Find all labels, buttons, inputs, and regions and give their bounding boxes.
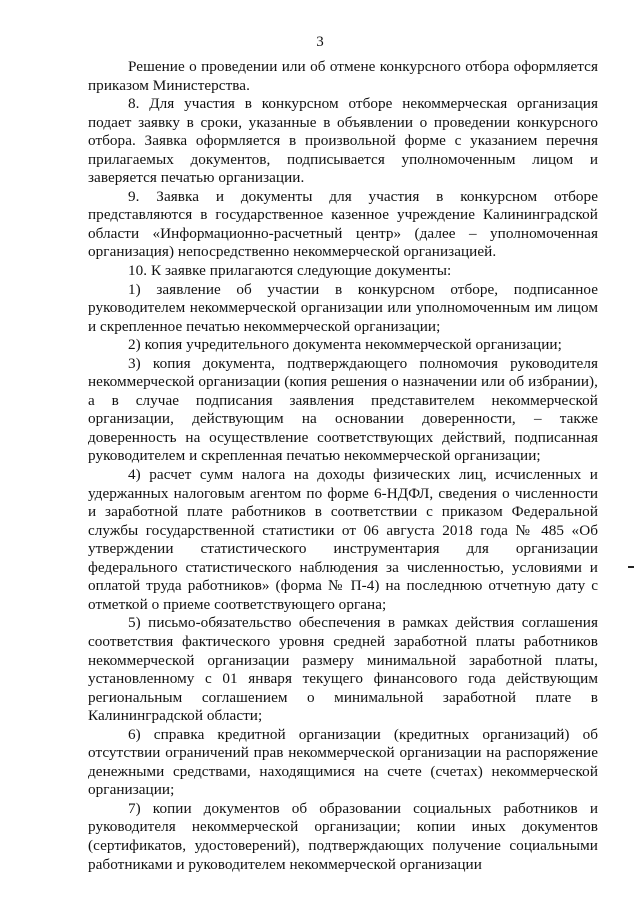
list-item-6-bank-certificate: 6) справка кредитной организации (кредитных организаций) об отсутствии ограничений прав некоммерческой организации на распоряжение денежными средствами, находящимися на счете (счетах) некоммерческой организации; — [88, 725, 598, 799]
list-item-2-charter-copy: 2) копия учредительного документа некоммерческой организации; — [128, 336, 562, 354]
paragraph-9-submission: 9. Заявка и документы для участия в конкурсном отборе представляются в государственное казенное учреждение Калининградской области «Информационно-расчетный центр» (далее – уполномоченная организация) непосредственно некоммерческой организацией. — [88, 187, 598, 261]
list-item-3-authority-copy: 3) копия документа, подтверждающего полномочия руководителя некоммерческой организации (копия решения о назначении или об избрании), а в случае подписания заявления представителем некоммерческой организации, действующим на основании доверенности, – также доверенность на осуществление соответствующих действий, подписанная руководителем и скрепленная печатью некоммерческой организации; — [88, 354, 598, 465]
list-item-7-education-copies: 7) копии документов об образовании социальных работников и руководителя некоммерческой организации; копии иных документов (сертификатов, удостоверений), подтверждающих получение социальными работниками и руководителем некоммерческой организации — [88, 799, 598, 873]
page-number: 3 — [316, 34, 324, 50]
scan-edge-mark — [628, 566, 634, 568]
paragraph-10-documents-list: 10. К заявке прилагаются следующие документы: — [128, 262, 452, 280]
paragraph-decision-order: Решение о проведении или об отмене конкурсного отбора оформляется приказом Министерства. — [88, 58, 598, 94]
paragraph-8-application: 8. Для участия в конкурсном отборе некоммерческая организация подает заявку в сроки, указанные в объявлении о проведении конкурсного отбора. Заявка оформляется в произвольной форме с указанием перечня прилагаемых документов, подписывается уполномоченным лицом и заверяется печатью организации. — [88, 95, 598, 187]
list-item-5-obligation-letter: 5) письмо-обязательство обеспечения в рамках действия соглашения соответствия фактического уровня средней заработной платы работников некоммерческой организации размеру минимальной заработной платы, установленному с 01 января текущего финансового года действующим региональным соглашением о минимальной заработной плате в Калининградской области; — [88, 614, 598, 725]
list-item-4-tax-calculation: 4) расчет сумм налога на доходы физических лиц, исчисленных и удержанных налоговым агентом по форме 6-НДФЛ, сведения о численности и заработной плате работников в соответствии с приказом Федеральной службы государственной статистики от 06 августа 2018 года № 485 «Об утверждении статистического инструментария для организации федерального статистического наблюдения за численностью, условиями и оплатой труда работников» (форма № П-4) на последнюю отчетную дату с отметкой о приеме соответствующего органа; — [88, 466, 598, 613]
document-body — [88, 58, 598, 874]
list-item-1-statement: 1) заявление об участии в конкурсном отборе, подписанное руководителем некоммерческой организации или уполномоченным им лицом и скрепленное печатью некоммерческой организации; — [88, 280, 598, 335]
